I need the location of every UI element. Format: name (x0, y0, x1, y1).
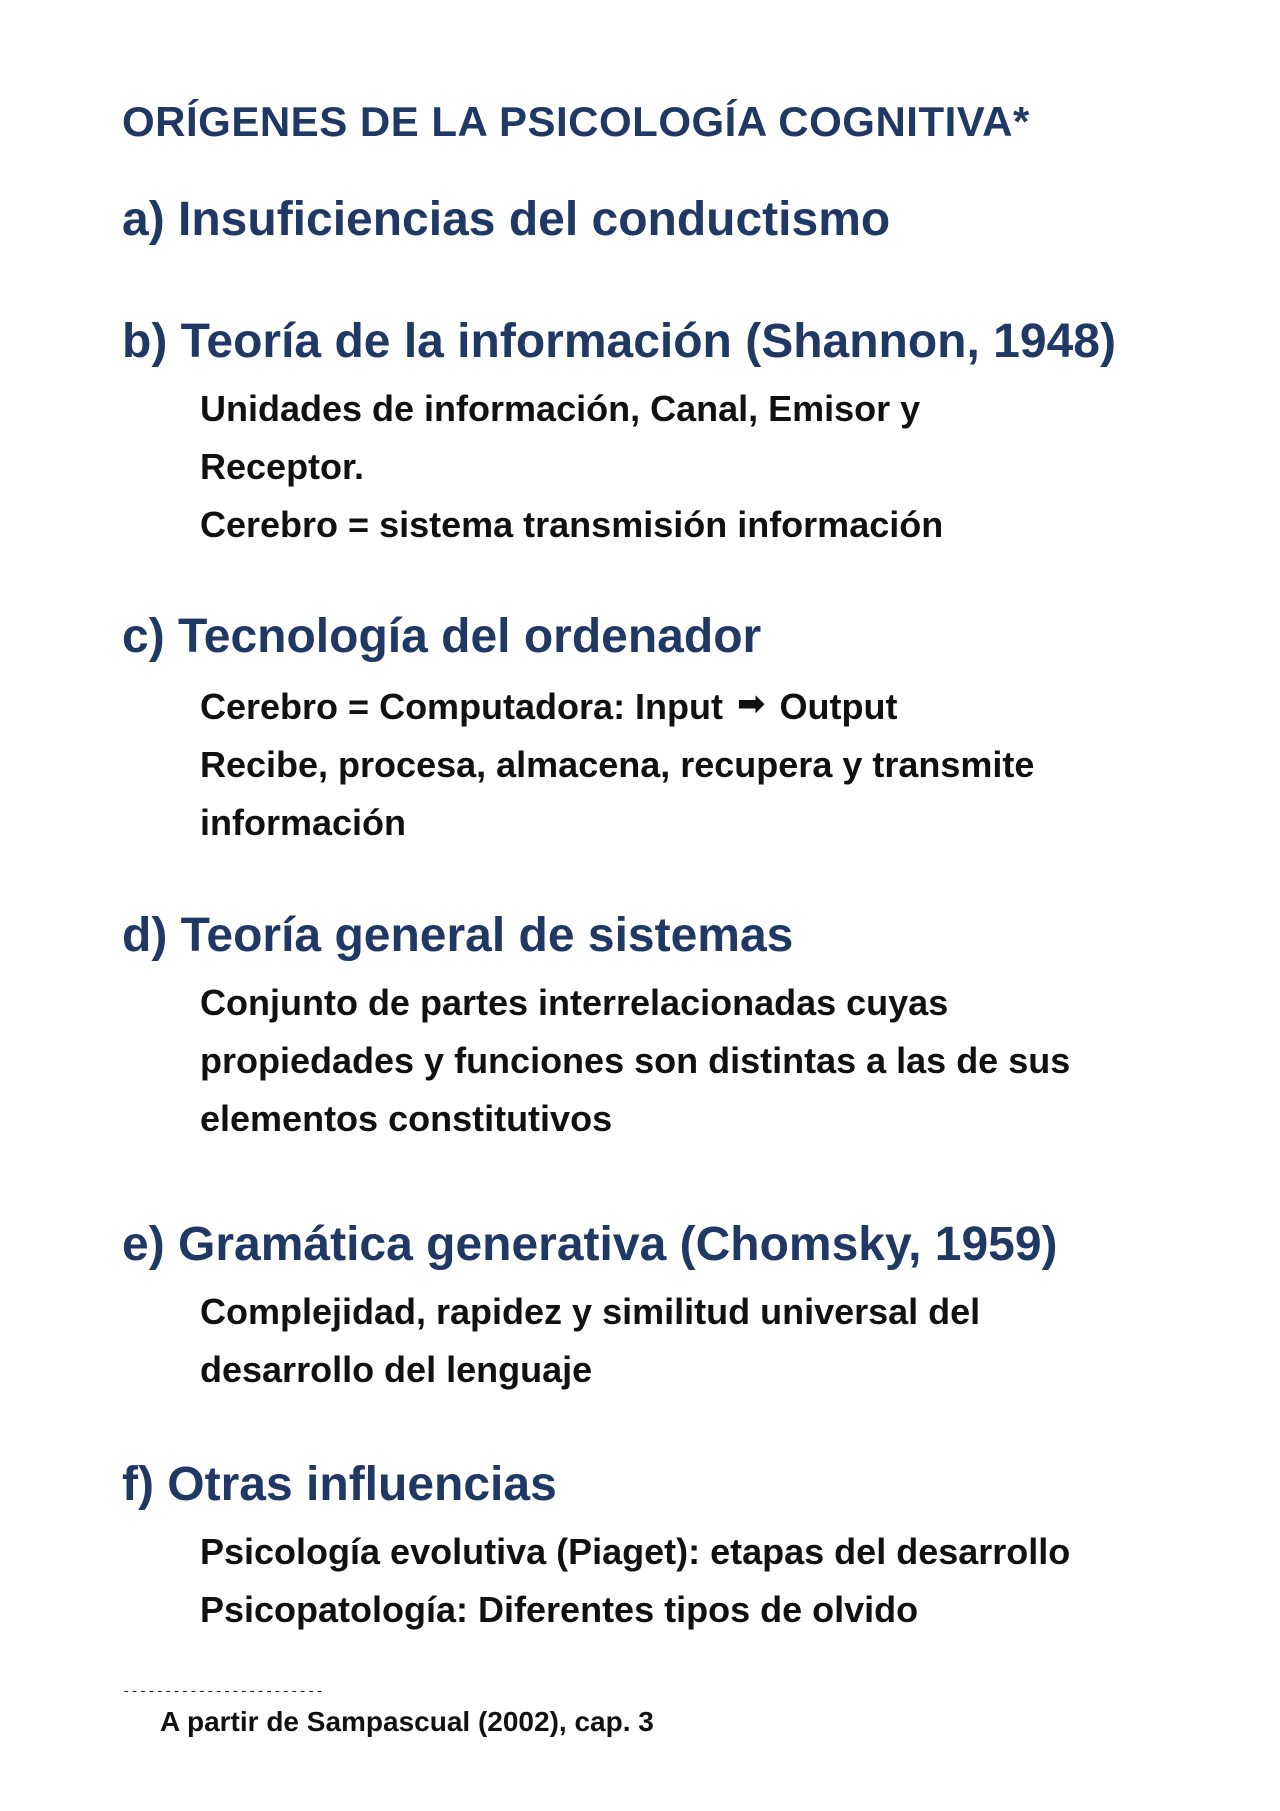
footnote-rule: ------------------------ (122, 1684, 324, 1700)
body-line: Recibe, procesa, almacena, recupera y transmite (200, 744, 1035, 785)
footnote: A partir de Sampascual (2002), cap. 3 (160, 1706, 654, 1737)
body-line-input: Cerebro = Computadora: Input (200, 686, 724, 727)
section-body (200, 675, 1242, 852)
page-title: ORÍGENES DE LA PSICOLOGÍA COGNITIVA* (122, 98, 1030, 145)
section-heading: d) Teoría general de sistemas (122, 909, 794, 962)
section-heading: e) Gramática generativa (Chomsky, 1959) (122, 1218, 1058, 1271)
section-heading: a) Insuficiencias del conductismo (122, 193, 891, 246)
body-line-output: Output (779, 686, 898, 727)
section-heading: c) Tecnología del ordenador (122, 610, 762, 663)
section-f (122, 1455, 1242, 1639)
section-body (200, 1283, 1242, 1399)
body-line: propiedades y funciones son distintas a las de sus (200, 1040, 1071, 1081)
section-heading: b) Teoría de la información (Shannon, 1948) (122, 315, 1116, 368)
right-arrow-icon: ➡ (737, 685, 766, 723)
body-line: Cerebro = sistema transmisión información (200, 504, 944, 545)
section-d (122, 906, 1242, 1148)
body-line: Complejidad, rapidez y similitud universal del (200, 1291, 981, 1332)
body-line (200, 675, 1242, 736)
body-line: Psicopatología: Diferentes tipos de olvido (200, 1589, 919, 1630)
section-body (200, 974, 1242, 1148)
section-heading: f) Otras influencias (122, 1458, 557, 1511)
body-line: Psicología evolutiva (Piaget): etapas del desarrollo (200, 1531, 1071, 1572)
body-line: Conjunto de partes interrelacionadas cuyas (200, 982, 949, 1023)
body-line: información (200, 802, 407, 843)
body-line: Unidades de información, Canal, Emisor y (200, 388, 921, 429)
section-c (122, 607, 1242, 852)
section-e (122, 1215, 1242, 1399)
body-line: desarrollo del lenguaje (200, 1349, 593, 1390)
body-line: Receptor. (200, 446, 365, 487)
section-body (200, 1523, 1242, 1639)
section-body (200, 380, 1242, 554)
section-a (122, 190, 1242, 250)
section-b (122, 312, 1242, 554)
body-line: elementos constitutivos (200, 1098, 613, 1139)
